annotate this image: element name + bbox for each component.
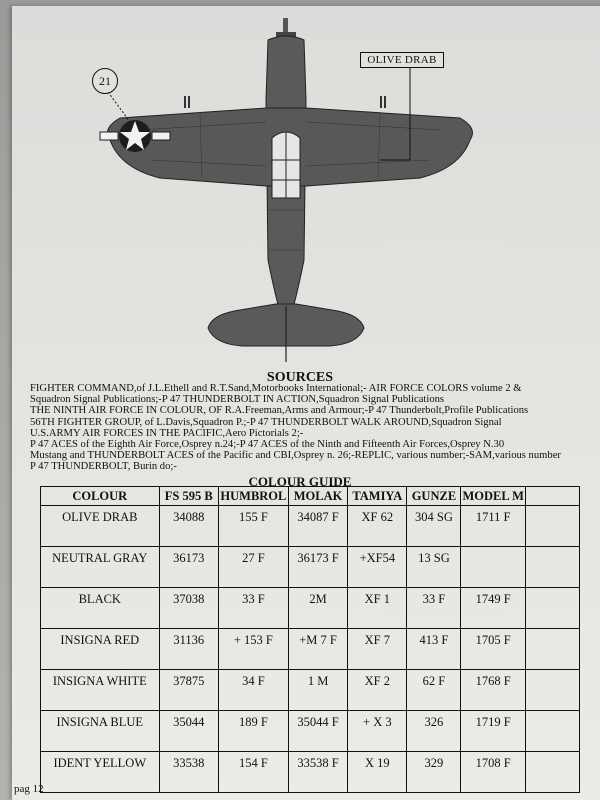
colour-name-cell: INSIGNA BLUE — [41, 711, 160, 752]
source-line: U.S.ARMY AIR FORCES IN THE PACIFIC,Aero Pictorials 2;- — [30, 427, 304, 439]
table-cell: 13 SG — [407, 547, 461, 588]
table-cell: 37038 — [159, 588, 218, 629]
table-cell: 27 F — [218, 547, 288, 588]
table-cell: 189 F — [218, 711, 288, 752]
source-line: 56TH FIGHTER GROUP, of L.Davis,Squadron P.;-P 47 THUNDERBOLT WALK AROUND,Squadron Signal — [30, 416, 502, 428]
table-cell: 1708 F — [461, 752, 526, 793]
table-cell: 1 M — [288, 670, 347, 711]
column-header — [526, 487, 580, 506]
table-cell: 36173 F — [288, 547, 347, 588]
table-cell: 413 F — [407, 629, 461, 670]
column-header: MODEL M — [461, 487, 526, 506]
table-cell: 33 F — [218, 588, 288, 629]
table-cell: XF 2 — [348, 670, 407, 711]
table-cell: 33 F — [407, 588, 461, 629]
table-cell — [526, 752, 580, 793]
table-cell: + X 3 — [348, 711, 407, 752]
colour-name-cell: INSIGNA WHITE — [41, 670, 160, 711]
table-cell: + 153 F — [218, 629, 288, 670]
colour-name-cell: NEUTRAL GRAY — [41, 547, 160, 588]
table-cell: 33538 F — [288, 752, 347, 793]
source-line: P 47 ACES of the Eighth Air Force,Osprey n.24;-P 47 ACES of the Ninth and Fifteenth Air Forces,Osprey N.30 — [30, 439, 505, 451]
table-row — [41, 588, 580, 629]
colour-name-cell: IDENT YELLOW — [41, 752, 160, 793]
table-cell: XF 1 — [348, 588, 407, 629]
table-cell: 33538 — [159, 752, 218, 793]
source-line: THE NINTH AIR FORCE IN COLOUR, OF R.A.Freeman,Arms and Armour;-P 47 Thunderbolt,Profile Publications — [30, 405, 529, 417]
table-row — [41, 547, 580, 588]
colour-callout-label: OLIVE DRAB — [360, 52, 444, 68]
table-body — [41, 506, 580, 793]
source-line: P 47 THUNDERBOLT, Burin do;- — [30, 461, 177, 473]
table-cell: 1711 F — [461, 506, 526, 547]
table-cell: 1749 F — [461, 588, 526, 629]
column-header: GUNZE — [407, 487, 461, 506]
colour-name-cell: OLIVE DRAB — [41, 506, 160, 547]
table-cell — [526, 629, 580, 670]
table-cell: 35044 F — [288, 711, 347, 752]
table-cell: X 19 — [348, 752, 407, 793]
column-header: HUMBROL — [218, 487, 288, 506]
table-cell: +XF54 — [348, 547, 407, 588]
table-cell: 35044 — [159, 711, 218, 752]
table-cell: 36173 — [159, 547, 218, 588]
source-line: Mustang and THUNDERBOLT ACES of the Pacific and CBI,Osprey n. 26;-REPLIC, various number;-SAM,various number — [30, 450, 561, 462]
table-cell: 326 — [407, 711, 461, 752]
table-cell: 304 SG — [407, 506, 461, 547]
table-row — [41, 752, 580, 793]
colour-name-cell: BLACK — [41, 588, 160, 629]
column-header: FS 595 B — [159, 487, 218, 506]
sources-list — [30, 383, 600, 473]
table-header-row — [41, 487, 580, 506]
colour-guide-table — [40, 486, 580, 793]
source-line: Squadron Signal Publications;-P 47 THUNDERBOLT IN ACTION,Squadron Signal Publications — [30, 394, 445, 406]
page-number: pag 12 — [14, 783, 44, 795]
table-cell: +M 7 F — [288, 629, 347, 670]
table-row — [41, 629, 580, 670]
table-cell: XF 62 — [348, 506, 407, 547]
table-row — [41, 670, 580, 711]
table-cell: 1719 F — [461, 711, 526, 752]
table-cell — [526, 506, 580, 547]
table-cell: 34087 F — [288, 506, 347, 547]
table-cell — [526, 670, 580, 711]
callout-number-badge: 21 — [92, 68, 118, 94]
table-cell: XF 7 — [348, 629, 407, 670]
table-row — [41, 711, 580, 752]
table-cell: 31136 — [159, 629, 218, 670]
table-cell: 1705 F — [461, 629, 526, 670]
table-cell: 329 — [407, 752, 461, 793]
column-header: COLOUR — [41, 487, 160, 506]
table-cell — [526, 711, 580, 752]
table-cell: 34088 — [159, 506, 218, 547]
table-cell — [526, 588, 580, 629]
column-header: MOLAK — [288, 487, 347, 506]
table-cell: 37875 — [159, 670, 218, 711]
table-cell: 155 F — [218, 506, 288, 547]
table-cell — [526, 547, 580, 588]
source-line: FIGHTER COMMAND,of J.L.Ethell and R.T.Sand,Motorbooks International;- AIR FORCE COLORS volume 2 & — [30, 383, 522, 394]
table-cell: 34 F — [218, 670, 288, 711]
table-cell — [461, 547, 526, 588]
colour-guide-heading: COLOUR GUIDE — [248, 474, 352, 489]
table-cell: 154 F — [218, 752, 288, 793]
colour-name-cell: INSIGNA RED — [41, 629, 160, 670]
table-cell: 2M — [288, 588, 347, 629]
table-cell: 62 F — [407, 670, 461, 711]
column-header: TAMIYA — [348, 487, 407, 506]
sources-heading: SOURCES — [266, 370, 334, 385]
table-row — [41, 506, 580, 547]
table-cell: 1768 F — [461, 670, 526, 711]
